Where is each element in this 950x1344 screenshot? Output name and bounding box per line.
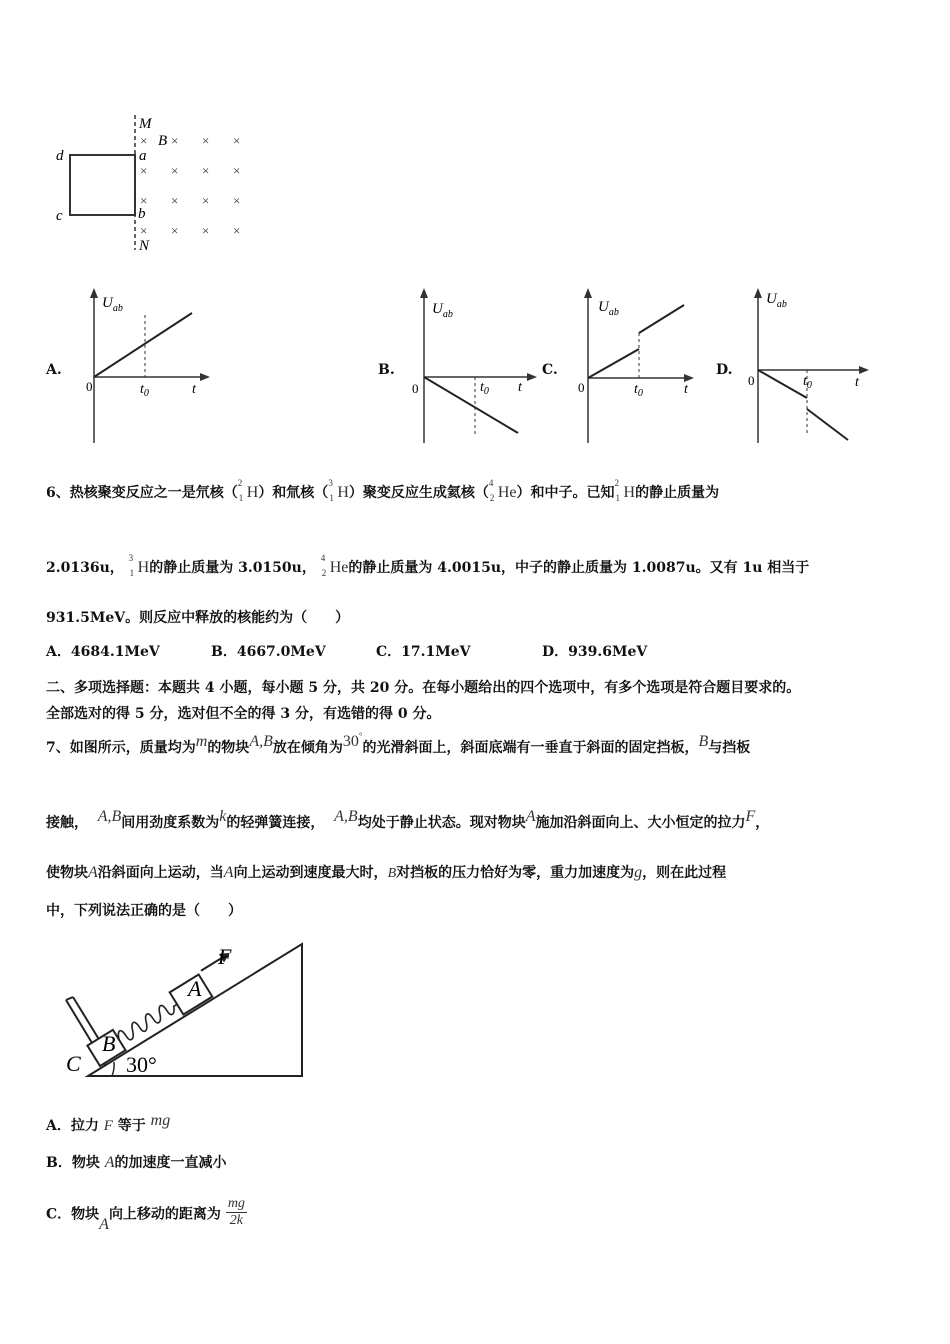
q7-line-1: 7、如图所示，质量均为m的物块A,B放在倾角为30°的光滑斜面上，斜面底端有一垂直于斜面的固定挡板，B与挡板 bbox=[46, 731, 751, 756]
svg-text:Uab: $U_{ab}$ bbox=[102, 295, 123, 314]
svg-text:×: × bbox=[233, 223, 241, 238]
svg-text:×: × bbox=[140, 163, 148, 178]
voltage-line-1 bbox=[758, 370, 807, 398]
label-c: c bbox=[56, 208, 63, 224]
incline-figure bbox=[60, 938, 310, 1083]
svg-text:t0: $t_0$ bbox=[140, 382, 149, 399]
q7-line-2: 接触， A,B间用劲度系数为k的轻弹簧连接， A,B均处于静止状态。现对物块A施加沿斜面向上、大小恒定的拉力F， bbox=[46, 808, 770, 831]
option-a-label: A. bbox=[46, 362, 62, 378]
label-field-b: B bbox=[158, 133, 168, 149]
svg-text:t: t bbox=[192, 382, 196, 397]
incline bbox=[88, 944, 302, 1076]
svg-text:×: × bbox=[171, 223, 179, 238]
section2-line-2: 全部选对的得 5 分，选对但不全的得 3 分，有选错的得 0 分。 bbox=[46, 706, 441, 722]
voltage-line-2 bbox=[807, 409, 848, 440]
svg-text:Uab: $U_{ab}$ bbox=[432, 301, 453, 320]
option-b-label: B. bbox=[378, 362, 395, 378]
svg-text:×: × bbox=[233, 193, 241, 208]
q6-line-3: 931.5MeV。则反应中释放的核能约为（ ） bbox=[46, 610, 350, 626]
q6-option-c[interactable]: C．17.1MeV bbox=[376, 644, 471, 660]
label-c: C bbox=[66, 1051, 81, 1076]
svg-text:×: × bbox=[202, 163, 210, 178]
q6-option-b[interactable]: B．4667.0MeV bbox=[211, 644, 326, 660]
svg-text:×: × bbox=[233, 133, 241, 148]
svg-text:t: t bbox=[855, 375, 859, 390]
section2-line-1: 二、多项选择题：本题共 4 小题，每小题 5 分，共 20 分。在每小题给出的四个选项中，有多个选项是符合题目要求的。 bbox=[46, 680, 801, 696]
graph-c bbox=[576, 285, 696, 445]
svg-text:t0: $t_0$ bbox=[803, 374, 812, 391]
svg-text:Uab: $U_{ab}$ bbox=[766, 291, 787, 310]
label-angle: 30° bbox=[126, 1052, 157, 1077]
magnetic-field-crosses bbox=[140, 133, 240, 238]
q7-option-c[interactable]: C．物块A向上移动的距离为 $\frac{mg}{2k}$ bbox=[46, 1196, 245, 1233]
helium-symbol: 4 2 He bbox=[488, 478, 517, 503]
label-b-block: B bbox=[102, 1031, 116, 1056]
voltage-line bbox=[94, 313, 192, 377]
label-n: N bbox=[139, 238, 150, 254]
voltage-line bbox=[424, 377, 518, 433]
svg-text:×: × bbox=[171, 163, 179, 178]
graph-d bbox=[746, 285, 876, 445]
q6-option-a[interactable]: A．4684.1MeV bbox=[46, 644, 160, 660]
svg-text:×: × bbox=[233, 163, 241, 178]
svg-text:t0: $t_0$ bbox=[634, 382, 643, 399]
label-d: d bbox=[56, 148, 64, 164]
q7-option-b[interactable]: B．物块 A的加速度一直减小 bbox=[46, 1154, 227, 1171]
square-loop bbox=[70, 155, 135, 215]
svg-text:×: × bbox=[171, 193, 179, 208]
label-force: F bbox=[218, 944, 232, 969]
svg-text:Uab: $U_{ab}$ bbox=[598, 299, 619, 318]
svg-text:×: × bbox=[140, 133, 148, 148]
svg-text:×: × bbox=[140, 223, 148, 238]
svg-text:0: 0 bbox=[748, 373, 755, 388]
label-a-block: A bbox=[188, 976, 202, 1001]
svg-text:0: 0 bbox=[578, 380, 585, 395]
svg-text:0: 0 bbox=[412, 381, 419, 396]
circuit-figure bbox=[50, 110, 260, 260]
svg-text:×: × bbox=[140, 193, 148, 208]
svg-text:×: × bbox=[202, 133, 210, 148]
graph-b bbox=[410, 285, 540, 445]
q7-line-4: 中，下列说法正确的是（ ） bbox=[46, 903, 242, 919]
svg-text:×: × bbox=[202, 223, 210, 238]
deuteron-symbol: 2 1 H bbox=[237, 478, 259, 503]
q6-option-d[interactable]: D．939.6MeV bbox=[542, 644, 648, 660]
label-a: a bbox=[139, 148, 147, 164]
svg-text:t: t bbox=[518, 380, 522, 395]
option-c-label: C. bbox=[542, 362, 558, 378]
q6-line-2: 2.0136u， 3 1 H的静止质量为 3.0150u， 4 2 He的静止质量为 4.0015u，中子的静止质量为 1.0087u。又有 1u 相当于 bbox=[46, 553, 810, 578]
label-m: M bbox=[139, 116, 152, 132]
q7-line-3: 使物块A沿斜面向上运动，当A向上运动到速度最大时，B对挡板的压力恰好为零，重力加速度为g，则在此过程 bbox=[46, 864, 727, 881]
voltage-line-2 bbox=[639, 305, 684, 333]
graph-a bbox=[82, 285, 212, 445]
q7-option-a[interactable]: A．拉力 F 等于 mg bbox=[46, 1112, 171, 1134]
svg-text:t: t bbox=[684, 382, 688, 397]
q6-line-1: 6、热核聚变反应之一是氘核（ 2 1 H）和氚核（ 3 1 H）聚变反应生成氦核（ 4 2 He）和中子。已知 2 1 H的静止质量为 bbox=[46, 478, 720, 503]
svg-text:×: × bbox=[202, 193, 210, 208]
option-d-label: D. bbox=[716, 362, 733, 378]
svg-text:×: × bbox=[171, 133, 179, 148]
voltage-line-1 bbox=[588, 349, 639, 378]
triton-symbol: 3 1 H bbox=[328, 478, 349, 503]
svg-text:t0: $t_0$ bbox=[480, 380, 489, 397]
svg-text:0: 0 bbox=[86, 379, 93, 394]
label-b: b bbox=[138, 206, 146, 222]
fraction-mg-2k: $\frac{mg}{2k}$ bbox=[227, 1196, 245, 1228]
